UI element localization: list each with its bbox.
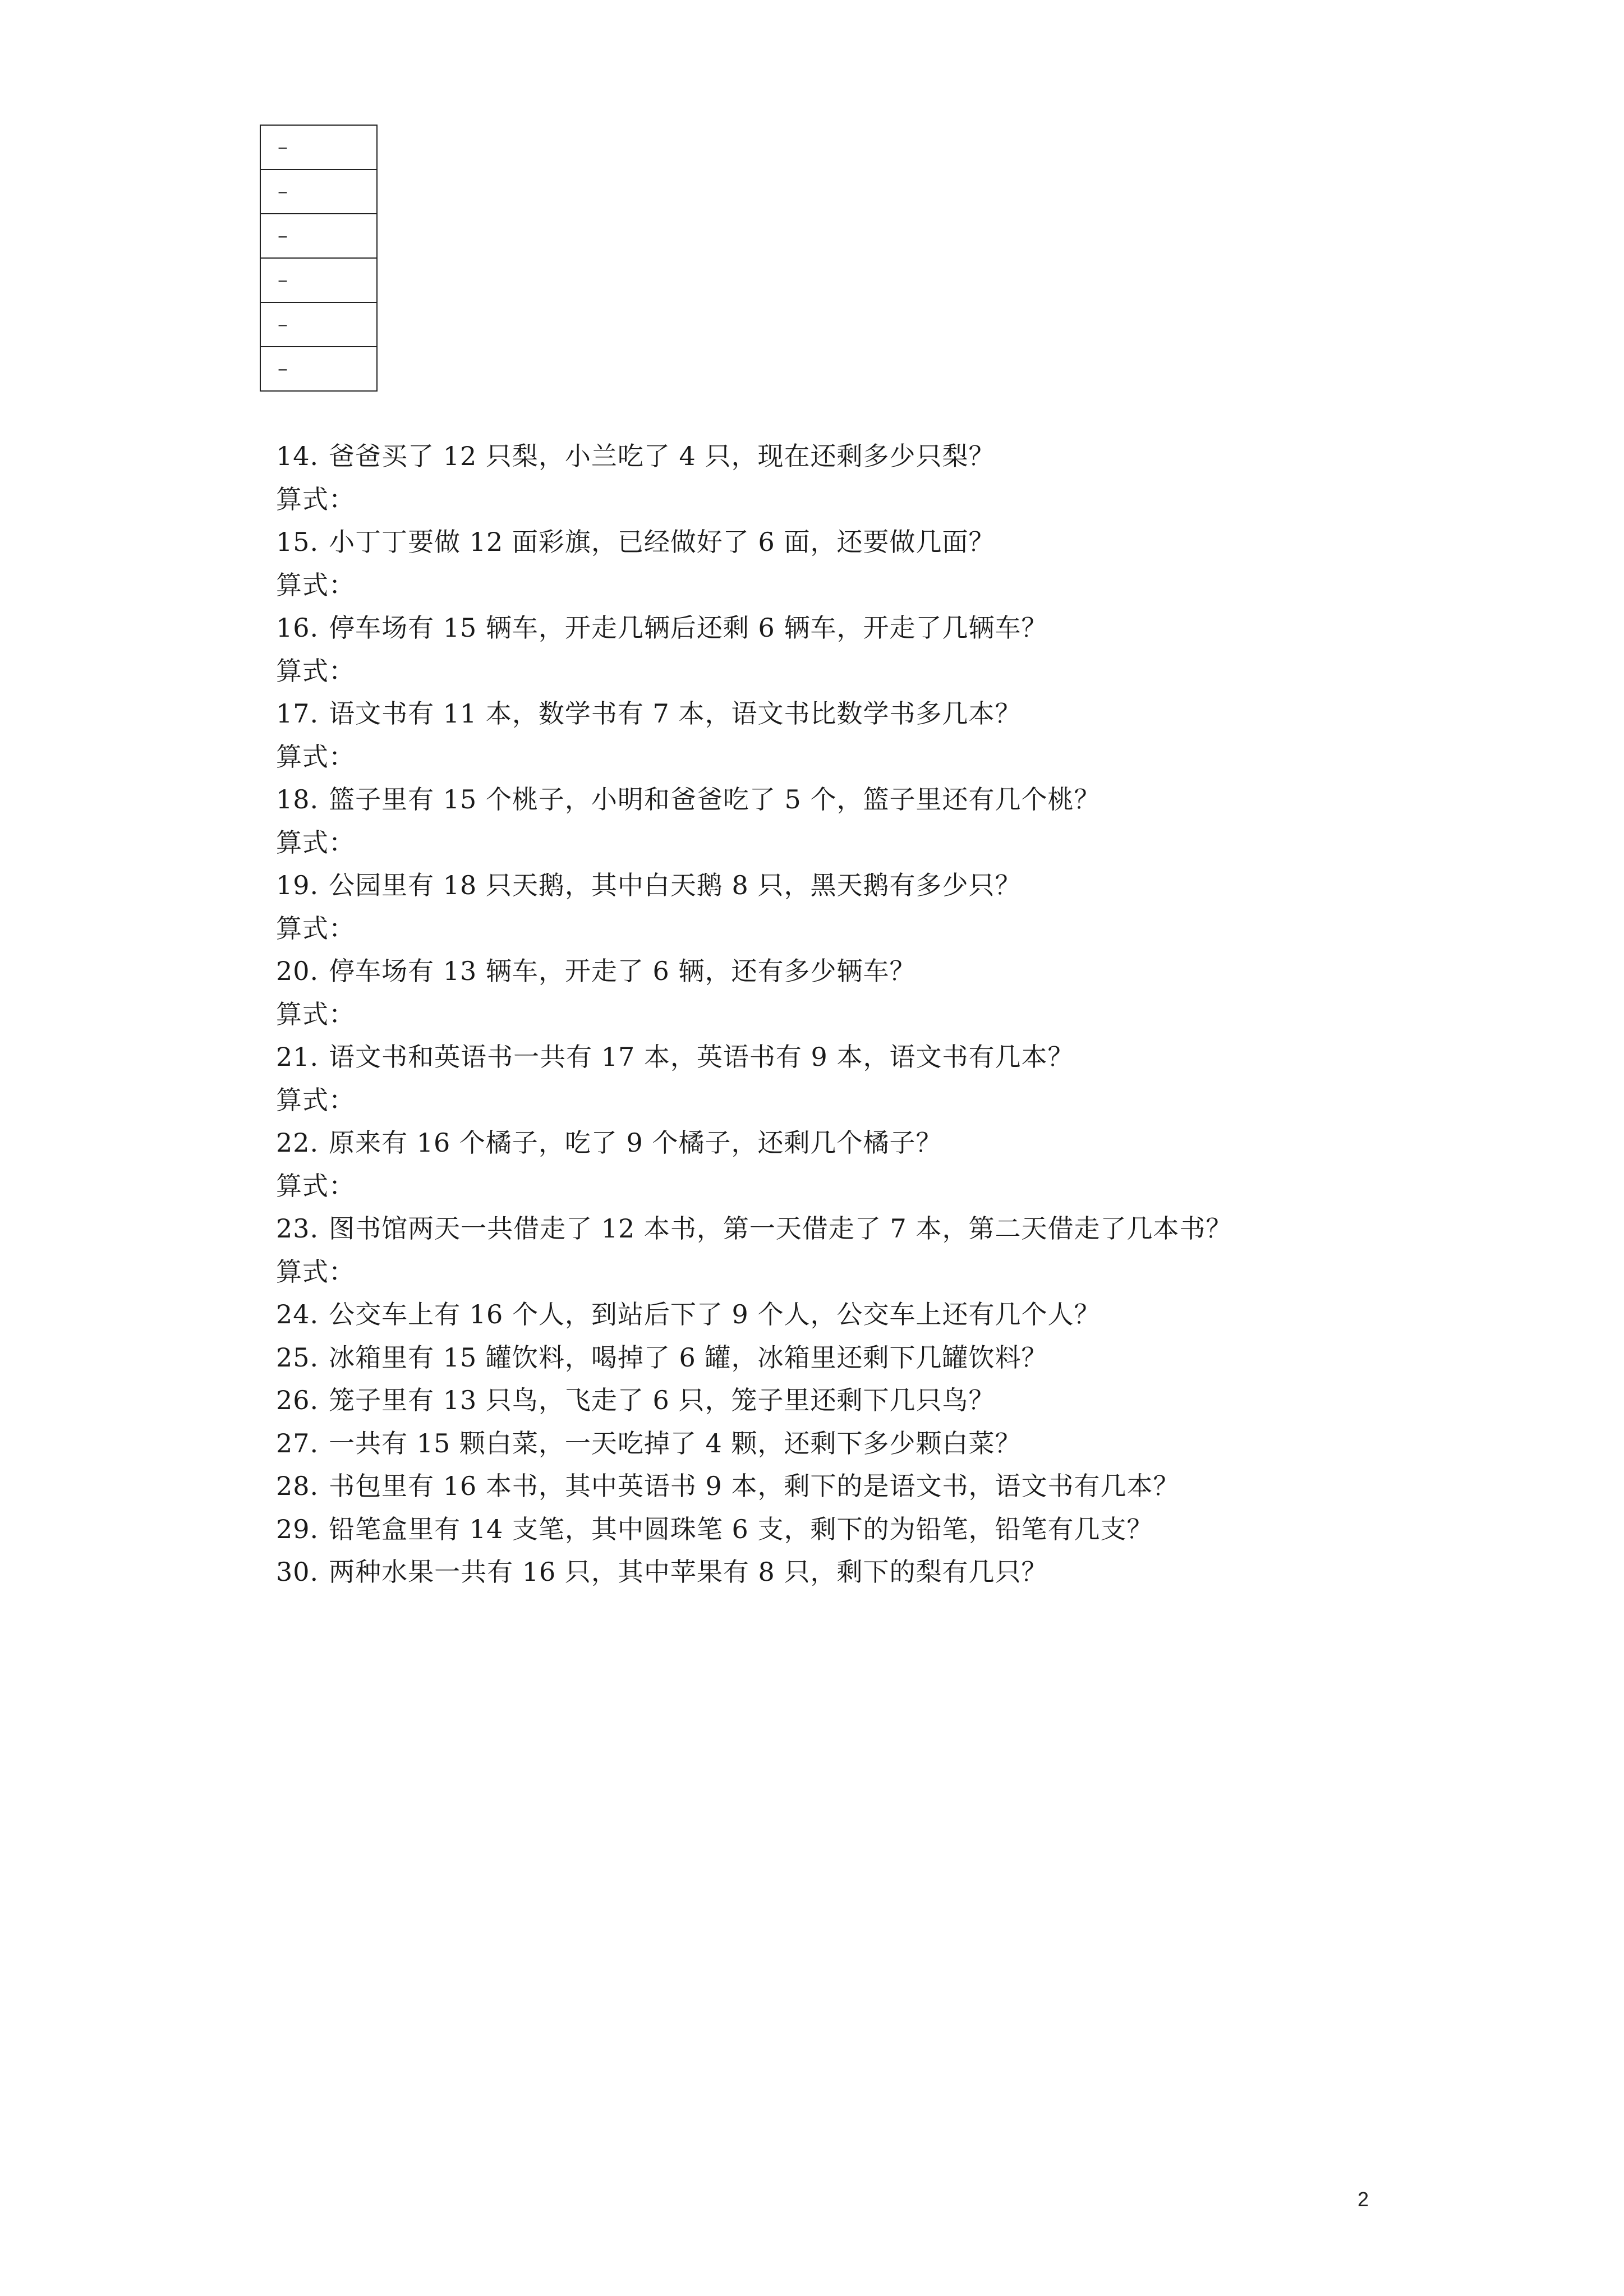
- problem-question: [276, 1336, 1510, 1379]
- problem-item: [276, 692, 1510, 778]
- formula-label: 算式：: [276, 1256, 355, 1287]
- problem-number: 30.: [276, 1557, 319, 1587]
- table-row: [260, 302, 377, 347]
- problem-question: [276, 1379, 1510, 1422]
- problem-list: [276, 435, 1510, 1594]
- problem-question: [276, 1036, 1510, 1079]
- problem-number: 21.: [276, 1042, 319, 1072]
- problem-question: [276, 1207, 1510, 1250]
- problem-item: [276, 1207, 1510, 1293]
- problem-item: [276, 1336, 1510, 1379]
- problem-number: 19.: [276, 870, 319, 900]
- problem-number: 14.: [276, 441, 319, 471]
- table-row: [260, 169, 377, 214]
- table-cell: –: [260, 214, 377, 258]
- problem-text: 公交车上有 16 个人，到站后下了 9 个人，公交车上还有几个人？: [329, 1299, 1101, 1329]
- problem-question: [276, 435, 1510, 478]
- problem-text: 铅笔盒里有 14 支笔，其中圆珠笔 6 支，剩下的为铅笔，铅笔有几支？: [329, 1513, 1153, 1544]
- problem-text: 两种水果一共有 16 只，其中苹果有 8 只，剩下的梨有几只？: [329, 1557, 1048, 1587]
- problem-number: 29.: [276, 1513, 319, 1544]
- problem-item: [276, 778, 1510, 864]
- problem-question: [276, 778, 1510, 821]
- problem-number: 26.: [276, 1385, 319, 1415]
- problem-text: 篮子里有 15 个桃子，小明和爸爸吃了 5 个，篮子里还有几个桃？: [329, 784, 1101, 815]
- table-cell: –: [260, 125, 377, 169]
- problem-text: 原来有 16 个橘子，吃了 9 个橘子，还剩几个橘子？: [329, 1128, 942, 1158]
- problem-question: [276, 1550, 1510, 1594]
- problem-item: [276, 606, 1510, 692]
- formula-label: 算式：: [276, 569, 355, 600]
- problem-number: 17.: [276, 698, 319, 729]
- problem-number: 27.: [276, 1428, 319, 1458]
- table-row: [260, 258, 377, 302]
- problem-text: 图书馆两天一共借走了 12 本书，第一天借走了 7 本，第二天借走了几本书？: [329, 1213, 1232, 1244]
- problem-text: 语文书有 11 本，数学书有 7 本，语文书比数学书多几本？: [329, 698, 1022, 729]
- problem-number: 16.: [276, 613, 319, 643]
- problem-item: [276, 1550, 1510, 1594]
- table-row: [260, 125, 377, 169]
- page-number: 2: [1358, 2188, 1369, 2211]
- formula-label: 算式：: [276, 913, 355, 944]
- formula-label: 算式：: [276, 484, 355, 514]
- problem-text: 停车场有 15 辆车，开走几辆后还剩 6 辆车，开走了几辆车？: [329, 613, 1048, 643]
- formula-label: 算式：: [276, 1170, 355, 1201]
- problem-text: 公园里有 18 只天鹅，其中白天鹅 8 只，黑天鹅有多少只？: [329, 870, 1022, 900]
- problem-text: 书包里有 16 本书，其中英语书 9 本，剩下的是语文书，语文书有几本？: [329, 1471, 1180, 1501]
- problem-text: 停车场有 13 辆车，开走了 6 辆，还有多少辆车？: [329, 956, 916, 986]
- formula-label: 算式：: [276, 655, 355, 686]
- problem-number: 23.: [276, 1213, 319, 1244]
- problem-item: [276, 1379, 1510, 1422]
- problem-item: [276, 1508, 1510, 1551]
- problem-item: [276, 1293, 1510, 1336]
- problem-item: [276, 950, 1510, 1036]
- problem-text: 小丁丁要做 12 面彩旗，已经做好了 6 面，还要做几面？: [329, 527, 995, 557]
- problem-question: [276, 606, 1510, 650]
- formula-label: 算式：: [276, 999, 355, 1029]
- problem-number: 25.: [276, 1342, 319, 1373]
- problem-text: 冰箱里有 15 罐饮料，喝掉了 6 罐，冰箱里还剩下几罐饮料？: [329, 1342, 1048, 1373]
- table-row: [260, 347, 377, 391]
- problem-question: [276, 692, 1510, 735]
- table-row: [260, 214, 377, 258]
- problem-item: [276, 1121, 1510, 1207]
- problem-question: [276, 1121, 1510, 1165]
- formula-label: 算式：: [276, 1084, 355, 1115]
- problem-number: 28.: [276, 1471, 319, 1501]
- problem-number: 22.: [276, 1128, 319, 1158]
- problem-item: [276, 1465, 1510, 1508]
- problem-question: [276, 1465, 1510, 1508]
- problem-item: [276, 1422, 1510, 1465]
- problem-question: [276, 950, 1510, 993]
- problem-number: 24.: [276, 1299, 319, 1329]
- problem-text: 一共有 15 颗白菜，一天吃掉了 4 颗，还剩下多少颗白菜？: [329, 1428, 1022, 1458]
- table-cell: –: [260, 169, 377, 214]
- problem-number: 20.: [276, 956, 319, 986]
- formula-label: 算式：: [276, 827, 355, 858]
- problem-question: [276, 864, 1510, 907]
- table-cell: –: [260, 302, 377, 347]
- table-cell: –: [260, 258, 377, 302]
- formula-label: 算式：: [276, 741, 355, 772]
- problem-text: 语文书和英语书一共有 17 本，英语书有 9 本，语文书有几本？: [329, 1042, 1074, 1072]
- problem-text: 爸爸买了 12 只梨，小兰吃了 4 只，现在还剩多少只梨？: [329, 441, 995, 471]
- table-cell: –: [260, 347, 377, 391]
- problem-question: [276, 521, 1510, 564]
- problem-item: [276, 521, 1510, 606]
- problem-text: 笼子里有 13 只鸟，飞走了 6 只，笼子里还剩下几只鸟？: [329, 1385, 995, 1415]
- problem-number: 18.: [276, 784, 319, 815]
- problem-item: [276, 435, 1510, 521]
- problem-question: [276, 1422, 1510, 1465]
- answer-table: [260, 125, 378, 392]
- problem-question: [276, 1293, 1510, 1336]
- problem-item: [276, 1036, 1510, 1121]
- problem-item: [276, 864, 1510, 950]
- problem-number: 15.: [276, 527, 319, 557]
- problem-question: [276, 1508, 1510, 1551]
